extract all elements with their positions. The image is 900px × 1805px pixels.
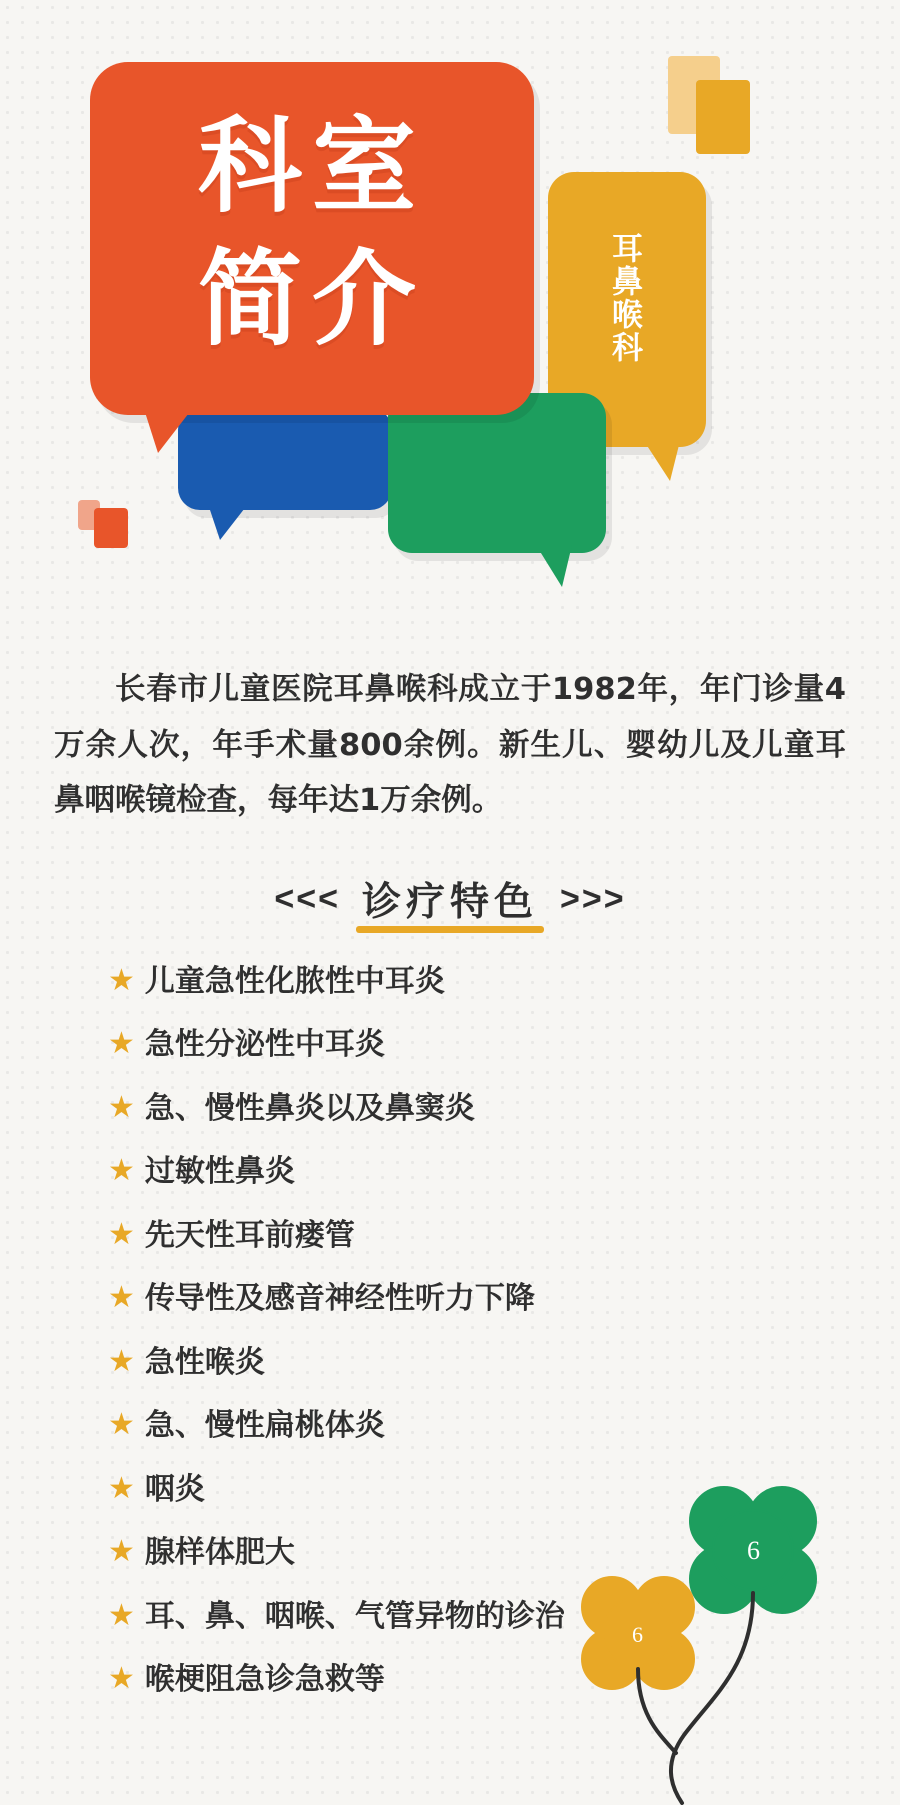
- list-item-label: 儿童急性化脓性中耳炎: [144, 963, 445, 999]
- bubble-tail-green: [536, 545, 572, 587]
- list-item-label: 急、慢性鼻炎以及鼻窦炎: [144, 1090, 475, 1126]
- section-title-text: 诊疗特色: [361, 879, 538, 925]
- bubble-tail-blue: [208, 504, 248, 540]
- section-heading: [0, 871, 900, 929]
- list-item-label: 急性分泌性中耳炎: [144, 1027, 385, 1062]
- chevron-right-icon: >>>: [560, 880, 626, 918]
- svg-text:6: 6: [747, 1536, 760, 1565]
- decor-square-orange: [94, 508, 128, 548]
- intro-paragraph: 长春市儿童医院耳鼻喉科成立于1982年，年门诊量4万余人次，年手术量800余例。新生儿、婴幼儿及儿童耳鼻咽喉镜检查，每年达1万余例。: [54, 672, 846, 818]
- list-item: [108, 1217, 900, 1255]
- star-icon: ★: [108, 962, 135, 998]
- star-icon: ★: [108, 1216, 135, 1252]
- list-item-label: 腺样体肥大: [144, 1535, 295, 1570]
- list-item-label: 急性喉炎: [144, 1344, 265, 1380]
- poster-title: [90, 100, 534, 366]
- list-item-label: 传导性及感音神经性听力下降: [144, 1281, 535, 1316]
- poster-title-line-2: 简介: [197, 238, 426, 361]
- list-item-label: 喉梗阻急诊急救等: [144, 1662, 385, 1697]
- list-item-label: 耳、鼻、咽喉、气管异物的诊治: [144, 1598, 565, 1634]
- section-title-underline: [356, 926, 544, 933]
- list-item: [108, 1280, 900, 1318]
- list-item: [108, 1026, 900, 1064]
- list-item: [108, 1090, 900, 1128]
- star-icon: ★: [108, 1470, 135, 1506]
- star-icon: ★: [108, 1343, 135, 1379]
- list-item-label: 过敏性鼻炎: [144, 1154, 295, 1189]
- list-item: [108, 963, 900, 1001]
- list-item-label: 咽炎: [144, 1471, 205, 1507]
- bubble-tail-yellow: [644, 441, 680, 481]
- bubble-tail-orange: [144, 409, 192, 453]
- chevron-left-icon: <<<: [274, 880, 340, 918]
- list-item: [108, 1153, 900, 1191]
- star-icon: ★: [108, 1026, 135, 1061]
- list-item: [108, 1344, 900, 1382]
- speech-bubble-green: [388, 393, 606, 553]
- star-icon: ★: [108, 1661, 135, 1696]
- star-icon: ★: [108, 1280, 135, 1315]
- department-name-label: 耳鼻喉科: [607, 232, 642, 364]
- star-icon: ★: [108, 1153, 135, 1188]
- star-icon: ★: [108, 1089, 135, 1125]
- poster-title-line-1: 科室: [197, 105, 426, 227]
- list-item-label: 急、慢性扁桃体炎: [144, 1408, 385, 1443]
- list-item-label: 先天性耳前瘘管: [144, 1217, 355, 1253]
- hero-section: [0, 0, 900, 640]
- decor-square-yellow: [696, 80, 750, 154]
- list-item: [108, 1407, 900, 1445]
- speech-bubble-orange-main: [90, 62, 534, 415]
- flower-decoration: [564, 1485, 864, 1805]
- speech-bubble-blue: [178, 408, 392, 510]
- star-icon: ★: [108, 1597, 135, 1633]
- star-icon: ★: [108, 1534, 135, 1569]
- svg-text:6: 6: [632, 1622, 643, 1647]
- star-icon: ★: [108, 1407, 135, 1442]
- section-title: [356, 871, 544, 929]
